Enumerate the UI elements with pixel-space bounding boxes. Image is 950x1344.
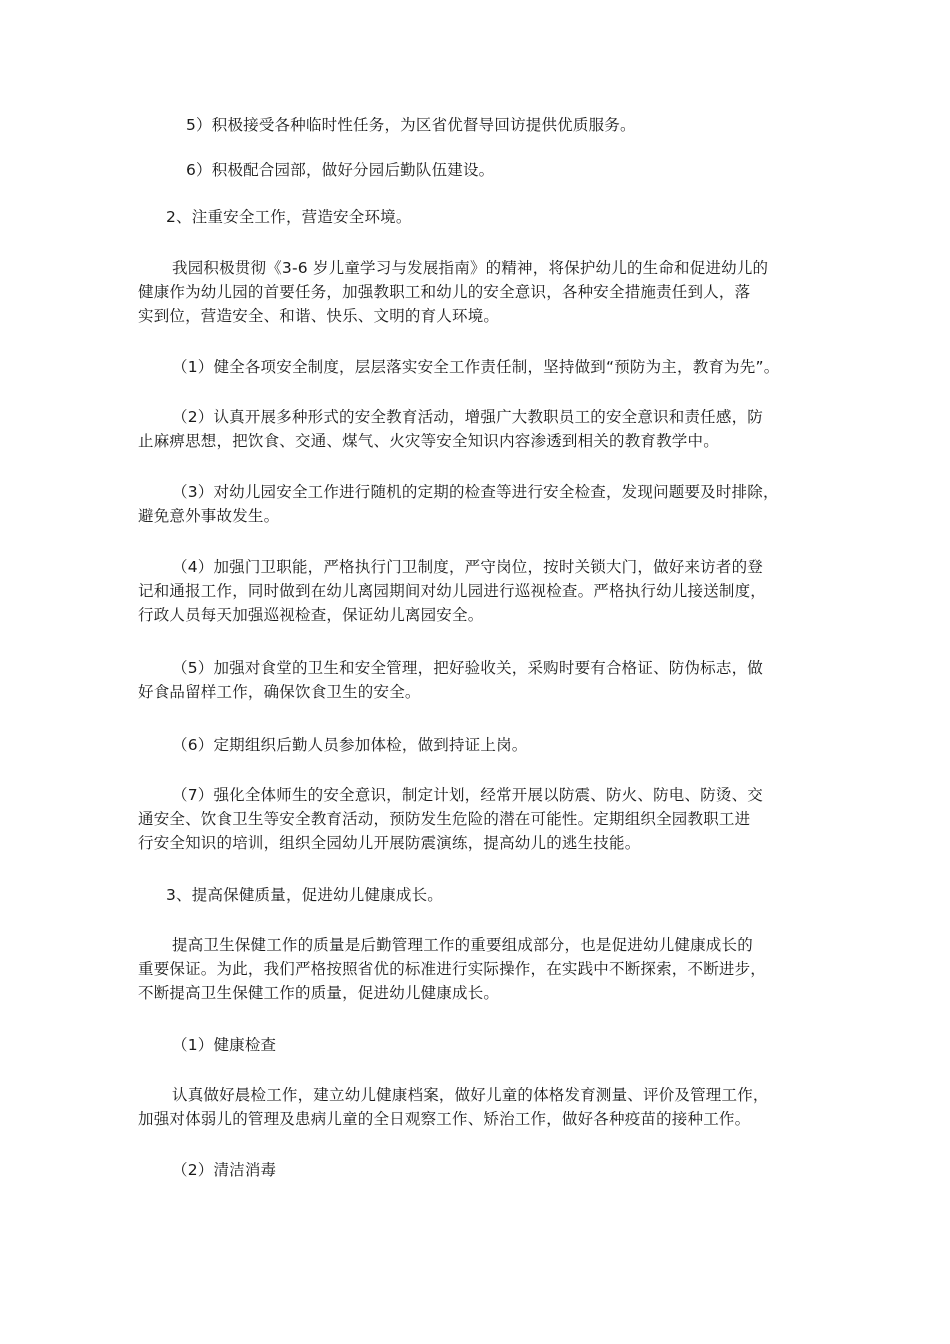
text-line: 止麻痹思想，把饮食、交通、煤气、火灾等安全知识内容渗透到相关的教育教学中。 [138,432,719,450]
text-line: 不断提高卫生保健工作的质量，促进幼儿健康成长。 [138,984,500,1002]
text-line: 我园积极贯彻《3-6 岁儿童学习与发展指南》的精神，将保护幼儿的生命和促进幼儿的 [172,259,769,277]
text-line: （4）加强门卫职能，严格执行门卫制度，严守岗位，按时关锁大门，做好来访者的登 [172,558,763,576]
text-line: 健康作为幼儿园的首要任务，加强教职工和幼儿的安全意识，各种安全措施责任到人，落 [138,283,751,301]
text-line: （2）认真开展多种形式的安全教育活动，增强广大教职员工的安全意识和责任感，防 [172,408,763,426]
text-line: 记和通报工作，同时做到在幼儿离园期间对幼儿园进行巡视检查。严格执行幼儿接送制度， [138,582,767,600]
paragraph-health-check [138,1083,818,1131]
text-line: 5）积极接受各种临时性任务，为区省优督导回访提供优质服务。 [186,116,636,134]
paragraph-safety-item-2 [138,405,818,453]
text-line: （1）健康检查 [172,1036,277,1054]
text-line: （3）对幼儿园安全工作进行随机的定期的检查等进行安全检查，发现问题要及时排除， [172,483,779,501]
paragraph-safety-item-5 [138,656,818,704]
text-line: 6）积极配合园部，做好分园后勤队伍建设。 [186,161,495,179]
paragraph-task-5 [138,113,818,137]
text-line: 行安全知识的培训，组织全园幼儿开展防震演练，提高幼儿的逃生技能。 [138,834,641,852]
paragraph-safety-item-7 [138,783,818,855]
text-line: 实到位，营造安全、和谐、快乐、文明的育人环境。 [138,307,500,325]
text-line: 加强对体弱儿的管理及患病儿童的全日观察工作、矫治工作，做好各种疫苗的接种工作。 [138,1110,751,1128]
section-heading-health [138,883,818,907]
text-line: 2、注重安全工作，营造安全环境。 [166,208,412,226]
text-line: （6）定期组织后勤人员参加体检，做到持证上岗。 [172,736,528,754]
paragraph-safety-item-4 [138,555,818,627]
paragraph-safety-intro [138,256,818,328]
paragraph-health-intro [138,933,818,1005]
text-line: （1）健全各项安全制度，层层落实安全工作责任制，坚持做到“预防为主，教育为先”。 [172,358,780,376]
paragraph-safety-item-6 [138,733,818,757]
subheading-health-check [138,1033,818,1057]
text-line: 行政人员每天加强巡视检查，保证幼儿离园安全。 [138,606,484,624]
paragraph-safety-item-3 [138,480,818,528]
paragraph-safety-item-1 [138,355,818,379]
text-line: 提高卫生保健工作的质量是后勤管理工作的重要组成部分，也是促进幼儿健康成长的 [172,936,753,954]
text-line: 重要保证。为此，我们严格按照省优的标准进行实际操作，在实践中不断探索，不断进步， [138,960,767,978]
text-line: 通安全、饮食卫生等安全教育活动，预防发生危险的潜在可能性。定期组织全园教职工进 [138,810,751,828]
section-heading-safety [138,205,818,229]
text-line: （7）强化全体师生的安全意识，制定计划，经常开展以防震、防火、防电、防烫、交 [172,786,763,804]
text-line: 避免意外事故发生。 [138,507,280,525]
subheading-cleaning [138,1158,818,1182]
text-line: 认真做好晨检工作，建立幼儿健康档案，做好儿童的体格发育测量、评价及管理工作， [172,1086,769,1104]
text-line: 3、提高保健质量，促进幼儿健康成长。 [166,886,443,904]
paragraph-task-6 [138,158,818,182]
text-line: （2）清洁消毒 [172,1161,277,1179]
text-line: （5）加强对食堂的卫生和安全管理，把好验收关，采购时要有合格证、防伪标志，做 [172,659,763,677]
text-line: 好食品留样工作，确保饮食卫生的安全。 [138,683,421,701]
